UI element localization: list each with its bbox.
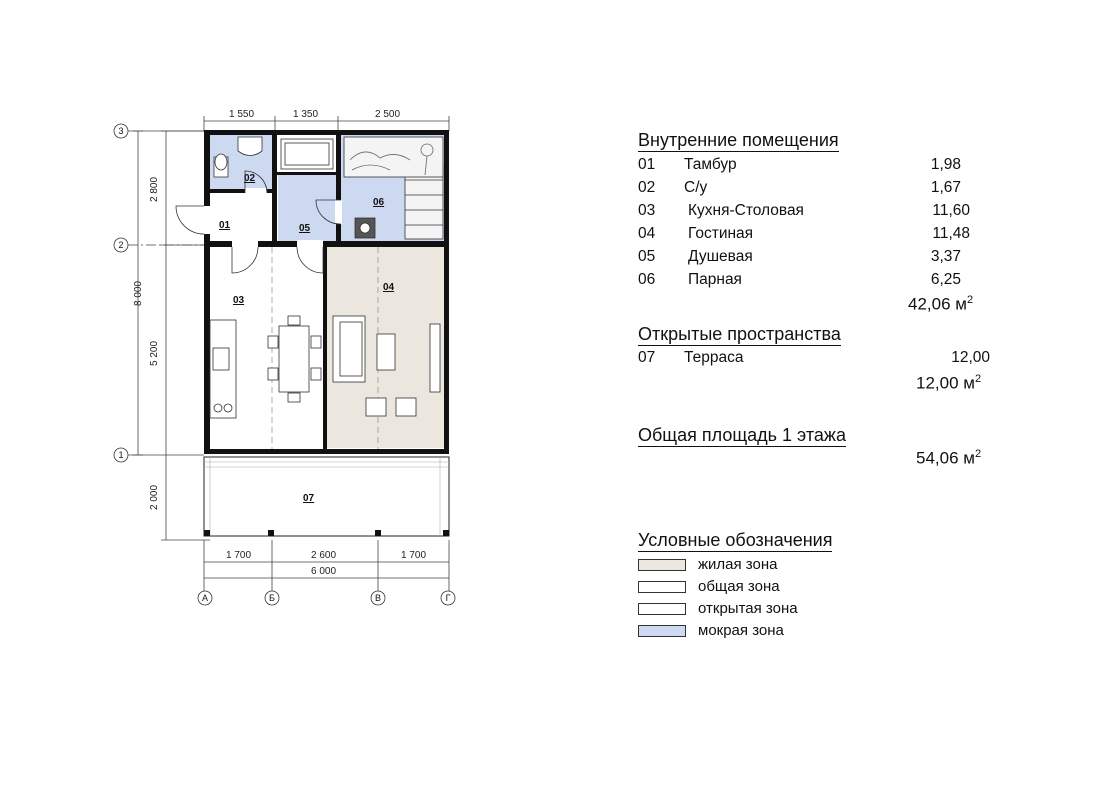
room-name: Терраса	[684, 349, 744, 366]
dim-left-2: 5 200	[149, 340, 160, 366]
room-name: Кухня-Столовая	[688, 202, 804, 219]
room-area: 1,98	[930, 156, 961, 173]
room-num: 04	[638, 225, 656, 242]
table-row	[638, 156, 998, 176]
axis-v-g: Г	[445, 593, 451, 603]
table-row	[638, 349, 998, 369]
room-label-07: 07	[303, 493, 315, 504]
floor-total	[916, 448, 981, 469]
floor-total-title: Общая площадь 1 этажа	[638, 425, 846, 445]
interior-total-value: 42,06 м	[908, 294, 967, 314]
table-row	[638, 225, 998, 245]
axis-h-2: 2	[118, 240, 124, 250]
unit-sup: 2	[974, 373, 982, 385]
room-label-03: 03	[233, 295, 245, 306]
dim-bottom-2: 2 600	[311, 550, 337, 561]
room-label-02: 02	[244, 173, 256, 184]
room-num: 03	[638, 202, 656, 219]
table-row	[638, 271, 998, 291]
dim-top-3: 2 500	[375, 109, 401, 120]
axis-v-a: А	[201, 593, 209, 603]
room-num: 02	[638, 179, 656, 196]
room-name: Гостиная	[688, 225, 754, 242]
legend-title: Условные обозначения	[638, 530, 833, 550]
floor-total-value: 54,06 м	[916, 448, 975, 468]
interior-title: Внутренние помещения	[638, 130, 839, 150]
open-spaces-total	[916, 373, 981, 394]
table-row	[638, 248, 998, 268]
room-name: Душевая	[688, 248, 753, 265]
interior-total	[908, 294, 973, 315]
dim-bottom-1: 1 700	[226, 550, 252, 561]
dim-left-total: 8 000	[133, 280, 144, 306]
room-area: 6,25	[930, 271, 961, 288]
dim-bottom-3: 1 700	[401, 550, 427, 561]
unit-sup: 2	[974, 448, 982, 460]
dim-top-2: 1 350	[293, 109, 319, 120]
terrace	[204, 457, 449, 536]
table-row	[638, 179, 998, 199]
axis-h-3: 3	[118, 126, 124, 136]
room-area: 11,60	[932, 202, 970, 219]
room-num: 06	[638, 271, 656, 288]
room-name: Тамбур	[684, 156, 737, 173]
legend-label: мокрая зона	[698, 622, 784, 639]
legend-label: общая зона	[698, 578, 780, 595]
room-label-04: 04	[383, 282, 395, 293]
room-area: 12,00	[951, 349, 990, 366]
axis-v-b: Б	[269, 593, 275, 603]
dim-left-3: 2 000	[149, 484, 160, 510]
room-label-01: 01	[219, 220, 231, 231]
legend-label: открытая зона	[698, 600, 798, 617]
room-area: 11,48	[932, 225, 970, 242]
room-name: Парная	[688, 271, 742, 288]
legend-swatch-wet	[638, 625, 686, 637]
table-row	[638, 202, 998, 222]
room-num: 05	[638, 248, 656, 265]
axis-h-1: 1	[118, 450, 124, 460]
unit-sup: 2	[966, 294, 974, 306]
room-num: 07	[638, 349, 656, 366]
dim-left-1: 2 800	[149, 176, 160, 202]
legend-swatch-open	[638, 603, 686, 615]
room-num: 01	[638, 156, 656, 173]
legend-swatch-common	[638, 581, 686, 593]
room-area: 1,67	[930, 179, 961, 196]
room-name: С/у	[684, 179, 708, 196]
dim-bottom-total: 6 000	[311, 566, 337, 577]
open-spaces-title: Открытые пространства	[638, 324, 841, 344]
axis-v-v: В	[374, 593, 382, 603]
legend-label: жилая зона	[698, 556, 778, 573]
legend-swatch-living	[638, 559, 686, 571]
room-label-06: 06	[373, 197, 385, 208]
room-label-05: 05	[299, 223, 311, 234]
open-total-value: 12,00 м	[916, 373, 975, 393]
room-area: 3,37	[930, 248, 961, 265]
dim-top-1: 1 550	[229, 109, 255, 120]
